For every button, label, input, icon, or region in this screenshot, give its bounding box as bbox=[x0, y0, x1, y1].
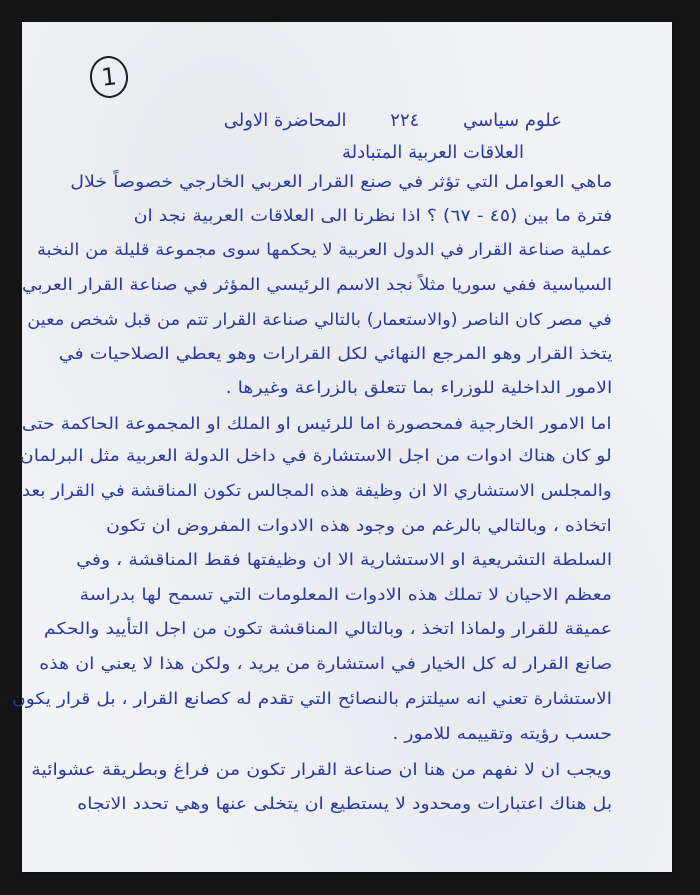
body-line: الامور الداخلية للوزراء بما تتعلق بالزراعة وغيرها . bbox=[225, 378, 612, 397]
lecture-label: المحاضرة الاولى bbox=[223, 110, 347, 131]
body-line: فترة ما بين (٤٥ - ٦٧) ؟ اذا نظرنا الى العلاقات العربية نجد ان bbox=[133, 206, 612, 225]
handwritten-page bbox=[12, 22, 672, 872]
body-line: الاستشارة تعني انه سيلتزم بالنصائح التي تقدم له كصانع القرار ، بل قرار يكون bbox=[12, 689, 612, 708]
page-number-circle: 1 bbox=[88, 54, 130, 100]
body-line: السلطة التشريعية او الاستشارية الا ان وظيفتها فقط المناقشة ، وفي bbox=[75, 550, 612, 569]
body-line: اتخاذه ، وبالتالي بالرغم من وجود هذه الادوات المفروض ان تكون bbox=[106, 516, 612, 535]
body-line: صانع القرار له كل الخيار في استشارة من يريد ، ولكن هذا لا يعني ان هذه bbox=[39, 654, 612, 673]
subject-label: علوم سياسي bbox=[463, 110, 562, 131]
body-line: السياسية ففي سوريا مثلاً نجد الاسم الرئيسي المؤثر في صناعة القرار العربي bbox=[21, 275, 612, 294]
lecture-header bbox=[186, 110, 562, 131]
body-line: والمجلس الاستشاري الا ان وظيفة هذه المجالس تكون المناقشة في القرار بعد bbox=[22, 481, 612, 500]
course-code: ٢٢٤ bbox=[390, 110, 420, 131]
body-line: ويجب ان لا نفهم من هنا ان صناعة القرار تكون من فراغ وبطريقة عشوائية bbox=[31, 760, 612, 779]
body-line: عميقة للقرار ولماذا اتخذ ، وبالتالي المناقشة تكون من اجل التأييد والحكم bbox=[43, 619, 612, 638]
body-line: في مصر كان الناصر (والاستعمار) بالتالي صناعة القرار تتم من قبل شخص معين bbox=[27, 310, 612, 329]
page-title: العلاقات العربية المتبادلة bbox=[342, 142, 524, 163]
body-line: حسب رؤيته وتقييمه للامور . bbox=[392, 724, 612, 743]
body-line: معظم الاحيان لا تملك هذه الادوات المعلومات التي تسمح لها بدراسة bbox=[79, 585, 612, 604]
body-line: يتخذ القرار وهو المرجع النهائي لكل القرارات وهو يعطي الصلاحيات في bbox=[58, 344, 612, 363]
body-line: لو كان هناك ادوات من اجل الاستشارة في داخل الدولة العربية مثل البرلمان bbox=[19, 446, 612, 465]
body-line: بل هناك اعتبارات ومحدود لا يستطيع ان يتخلى عنها وهي تحدد الاتجاه bbox=[77, 794, 612, 813]
body-line: اما الامور الخارجية فمحصورة اما للرئيس او الملك او المجموعة الحاكمة حتى bbox=[22, 414, 612, 433]
body-line: عملية صناعة القرار في الدول العربية لا يحكمها سوى مجموعة قليلة من النخبة bbox=[36, 240, 612, 259]
body-line: ماهي العوامل التي تؤثر في صنع القرار العربي الخارجي خصوصاً خلال bbox=[69, 172, 612, 191]
